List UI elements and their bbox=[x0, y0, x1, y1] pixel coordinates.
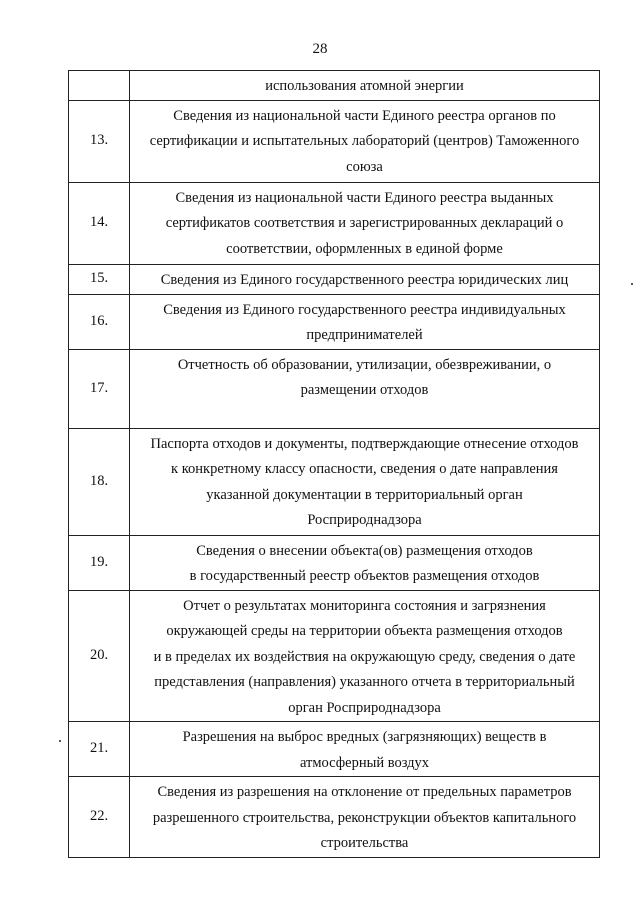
row-description: Сведения из разрешения на отклонение от предельных параметров разрешенного строительства, реконструкции объектов капитального строительства bbox=[130, 777, 600, 858]
table-row bbox=[69, 264, 600, 294]
row-description: использования атомной энергии bbox=[130, 71, 600, 101]
row-number bbox=[69, 71, 130, 101]
row-description: Сведения из Единого государственного реестра индивидуальных предпринимателей bbox=[130, 294, 600, 349]
row-number: 15. bbox=[69, 264, 130, 294]
row-description: Отчет о результатах мониторинга состояния и загрязнения окружающей среды на территории объекта размещения отходов и в пределах их воздействия на окружающую среду, сведения о дате представления (направления) указанного отчета в территориальный орган Росприроднадзора bbox=[130, 590, 600, 722]
row-number: 20. bbox=[69, 590, 130, 722]
table-row bbox=[69, 590, 600, 722]
row-number: 22. bbox=[69, 777, 130, 858]
table-row bbox=[69, 349, 600, 428]
row-description: Разрешения на выброс вредных (загрязняющих) веществ в атмосферный воздух bbox=[130, 722, 600, 777]
table-row bbox=[69, 777, 600, 858]
row-number: 14. bbox=[69, 182, 130, 264]
row-number: 21. bbox=[69, 722, 130, 777]
row-number: 17. bbox=[69, 349, 130, 428]
table-row bbox=[69, 100, 600, 182]
row-description: Сведения из национальной части Единого реестра органов по сертификации и испытательных лабораторий (центров) Таможенного союза bbox=[130, 100, 600, 182]
table-row bbox=[69, 722, 600, 777]
table-row bbox=[69, 428, 600, 535]
row-description: Сведения из Единого государственного реестра юридических лиц bbox=[130, 264, 600, 294]
row-description: Сведения из национальной части Единого реестра выданных сертификатов соответствия и зарегистрированных деклараций о соответствии, оформленных в единой форме bbox=[130, 182, 600, 264]
scan-speck bbox=[59, 740, 61, 742]
records-table bbox=[68, 70, 600, 858]
row-description: Паспорта отходов и документы, подтверждающие отнесение отходов к конкретному классу опасности, сведения о дате направления указанной документации в территориальный орган Росприроднадзора bbox=[130, 428, 600, 535]
row-number: 19. bbox=[69, 535, 130, 590]
page-number: 28 bbox=[312, 41, 328, 57]
table-row bbox=[69, 535, 600, 590]
table-row bbox=[69, 294, 600, 349]
row-number: 16. bbox=[69, 294, 130, 349]
row-number: 18. bbox=[69, 428, 130, 535]
row-description: Сведения о внесении объекта(ов) размещения отходов в государственный реестр объектов размещения отходов bbox=[130, 535, 600, 590]
table-row bbox=[69, 71, 600, 101]
scan-speck bbox=[631, 283, 633, 285]
table-row bbox=[69, 182, 600, 264]
row-number: 13. bbox=[69, 100, 130, 182]
row-description: Отчетность об образовании, утилизации, обезвреживании, о размещении отходов bbox=[130, 349, 600, 428]
